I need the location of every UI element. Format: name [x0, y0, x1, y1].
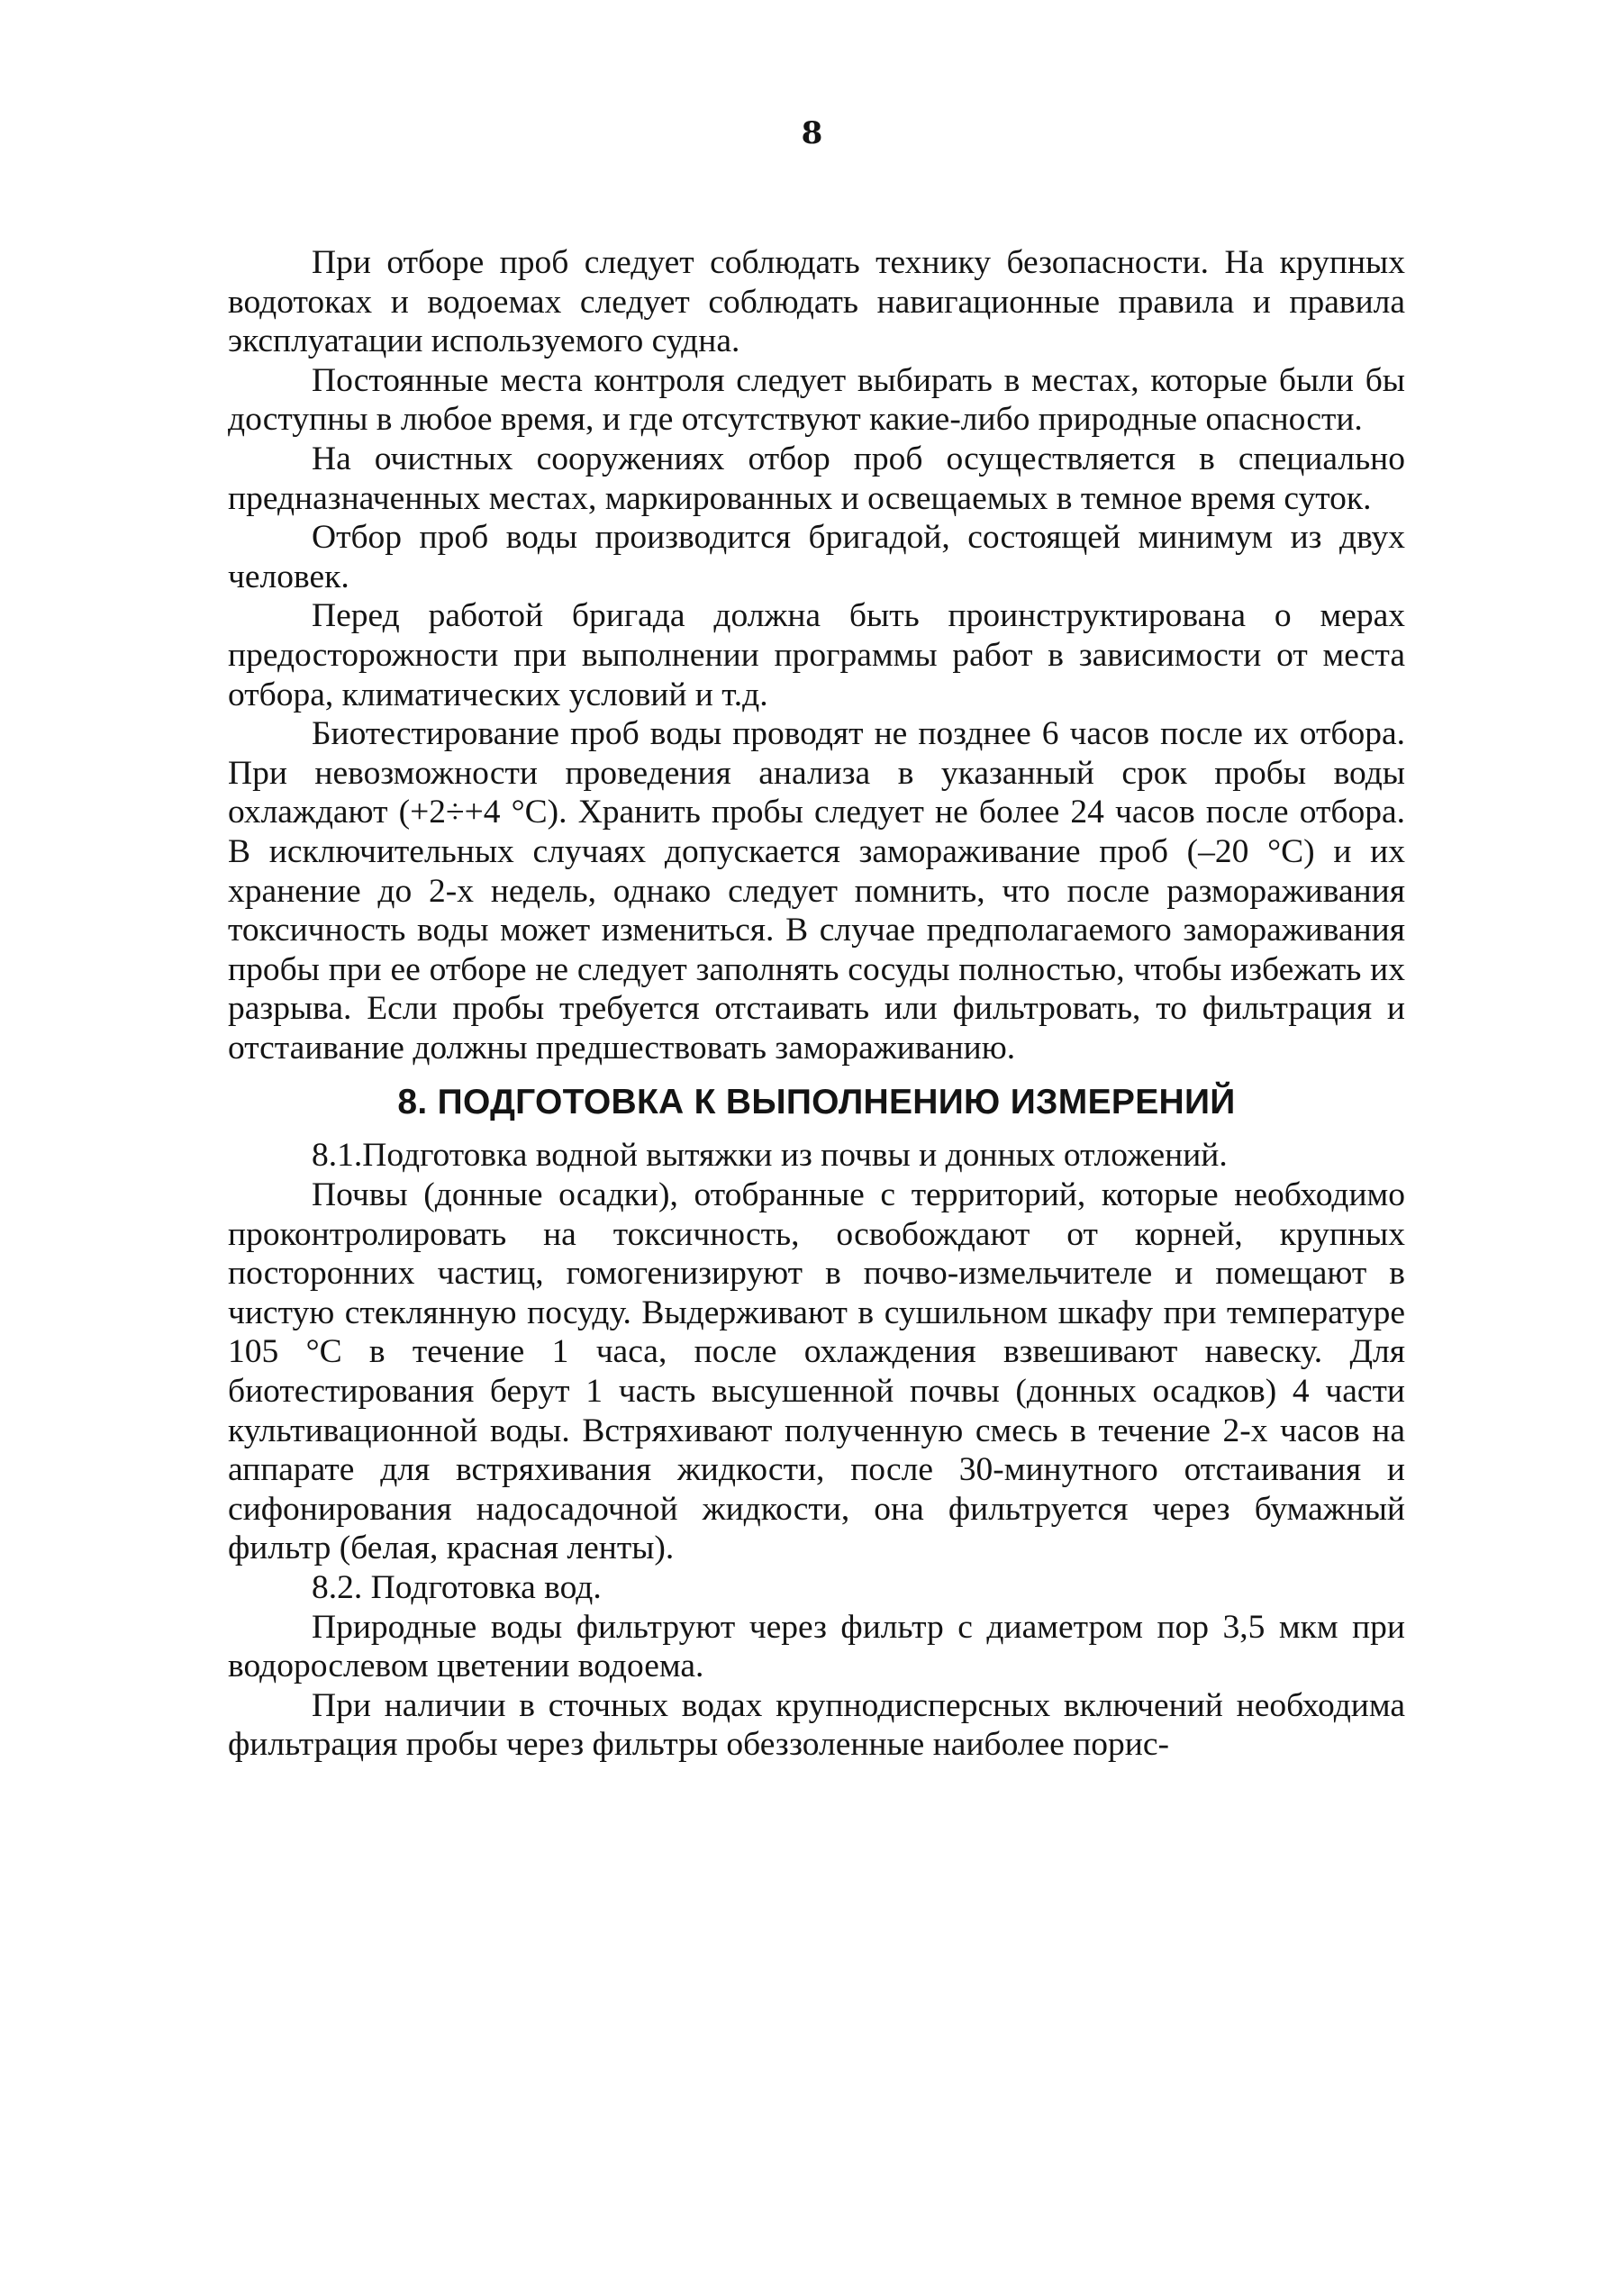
subsection-8-1-title: 8.1.Подготовка водной вытяжки из почвы и донных отложений. [312, 1137, 1228, 1175]
paragraph-treatment-facilities: На очистных сооружениях отбор проб осуществляется в специально предназначенных местах, маркированных и освещаемых в темное время суток. [228, 440, 1405, 517]
paragraph-control-sites: Постоянные места контроля следует выбирать в местах, которые были бы доступны в любое время, и где отсутствуют какие-либо природные опасности. [228, 361, 1405, 439]
paragraph-biotesting-storage: Биотестирование проб воды проводят не позднее 6 часов после их отбора. При невозможности проведения анализа в указанный срок пробы воды охлаждают (+2÷+4 °С). Хранить пробы следует не более 24 часов после отбора. В исключительных случаях допускается замораживание проб (–20 °С) и их хранение до 2-х недель, однако следует помнить, что после размораживания токсичность воды может измениться. В случае предполагаемого замораживания пробы при ее отборе не следует заполнять сосуды полностью, чтобы избежать их разрыва. Если пробы требуется отстаивать или фильтровать, то фильтрация и отстаивание должны предшествовать замораживанию. [228, 715, 1405, 1067]
paragraph-sampling-team: Отбор проб воды производится бригадой, состоящей минимум из двух человек. [228, 519, 1405, 595]
paragraph-soil-extract: Почвы (донные осадки), отобранные с территорий, которые необходимо проконтролировать на токсичность, освобождают от корней, крупных посторонних частиц, гомогенизируют в почво-измельчителе и помещают в чистую стеклянную посуду. Выдерживают в сушильном шкафу при температуре 105 °С в течение 1 часа, после охлаждения взвешивают навеску. Для биотестирования берут 1 часть высушенной почвы (донных осадков) 4 части культивационной воды. Встряхивают полученную смесь в течение 2-х часов на аппарате для встряхивания жидкости, после 30-минутного отстаивания и сифонирования надосадочной жидкости, она фильтруется через бумажный фильтр (белая, красная ленты). [228, 1176, 1405, 1567]
subsection-8-2-title: 8.2. Подготовка вод. [312, 1569, 602, 1606]
page-number: 8 [801, 115, 823, 151]
paragraph-team-briefing: Перед работой бригада должна быть проинструктирована о мерах предосторожности при выполнении программы работ в зависимости от места отбора, климатических условий и т.д. [228, 597, 1405, 713]
page-body [228, 243, 1405, 1765]
paragraph-wastewater-filtration: При наличии в сточных водах крупнодисперсных включений необходима фильтрация пробы через фильтры обеззоленные наиболее порис- [228, 1686, 1405, 1764]
paragraph-safety: При отборе проб следует соблюдать технику безопасности. На крупных водотоках и водоемах следует соблюдать навигационные правила и правила эксплуатации используемого судна. [228, 244, 1405, 360]
section-heading: 8. ПОДГОТОВКА К ВЫПОЛНЕНИЮ ИЗМЕРЕНИЙ [397, 1083, 1236, 1122]
paragraph-natural-waters: Природные воды фильтруют через фильтр с диаметром пор 3,5 мкм при водорослевом цветении водоема. [228, 1608, 1405, 1685]
